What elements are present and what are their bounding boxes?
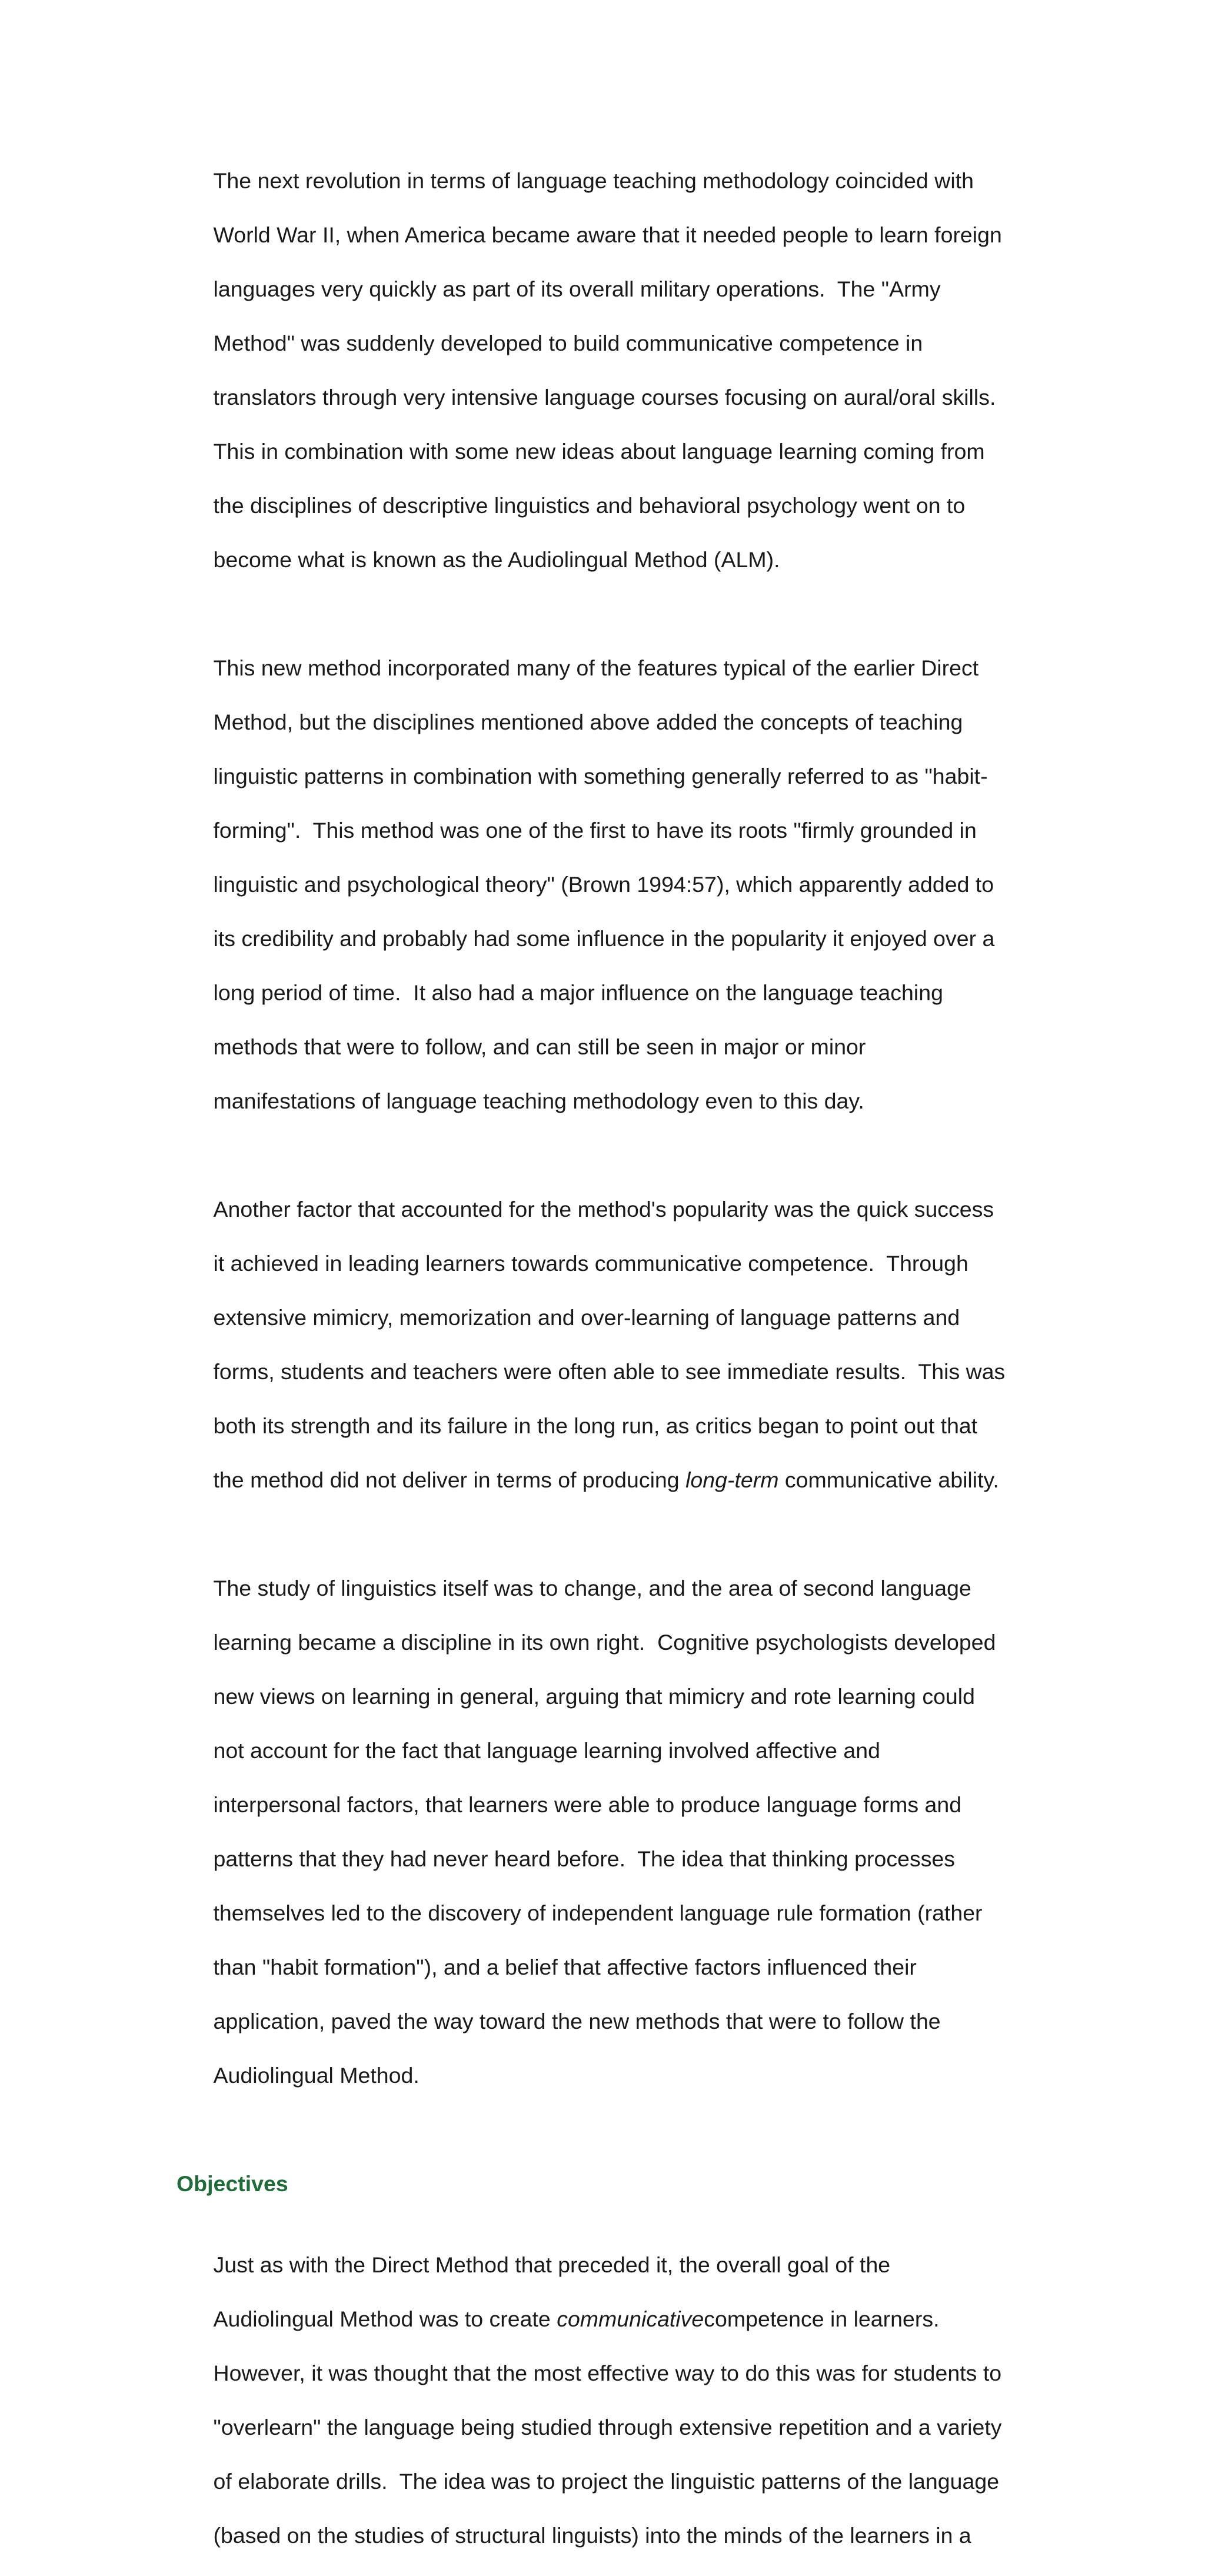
paragraph-objectives bbox=[177, 2224, 1028, 2576]
text-line: This in combination with some new ideas about language learning coming from bbox=[213, 439, 985, 464]
text-line: new views on learning in general, arguing that mimicry and rote learning could bbox=[213, 1684, 975, 1709]
text-line: Audiolingual Method. bbox=[213, 2063, 420, 2088]
text-line: long period of time. It also had a major influence on the language teaching bbox=[213, 980, 943, 1005]
paragraph-new-method bbox=[177, 627, 1028, 1141]
italic-emphasis: long-term bbox=[685, 1467, 779, 1492]
text-line: However, it was thought that the most effective way to do this was for students to bbox=[213, 2361, 1002, 2385]
text-line: "overlearn" the language being studied through extensive repetition and a variety bbox=[213, 2415, 1002, 2439]
italic-emphasis: communicative bbox=[557, 2307, 704, 2331]
text-line: Method" was suddenly developed to build communicative competence in bbox=[213, 331, 923, 355]
text-line: than "habit formation"), and a belief that affective factors influenced their bbox=[213, 1955, 917, 1979]
text-line: linguistic and psychological theory" (Brown 1994:57), which apparently added to bbox=[213, 872, 994, 897]
text-line: forms, students and teachers were often able to see immediate results. This was bbox=[213, 1359, 1006, 1384]
text-line: languages very quickly as part of its overall military operations. The "Army bbox=[213, 277, 941, 301]
text-line-part: communicative ability. bbox=[778, 1467, 999, 1492]
text-line: interpersonal factors, that learners were able to produce language forms and bbox=[213, 1792, 962, 1817]
section-heading-objectives: Objectives bbox=[177, 2171, 288, 2196]
paragraph-popularity bbox=[177, 1169, 1028, 1520]
text-line: methods that were to follow, and can still be seen in major or minor bbox=[213, 1034, 866, 1059]
text-line: both its strength and its failure in the long run, as critics began to point out that bbox=[213, 1413, 978, 1438]
text-line: not account for the fact that language learning involved affective and bbox=[213, 1738, 880, 1763]
text-line: Just as with the Direct Method that preceded it, the overall goal of the bbox=[213, 2252, 891, 2277]
text-line: The next revolution in terms of language teaching methodology coincided with bbox=[213, 168, 974, 193]
text-line: This new method incorporated many of the features typical of the earlier Direct bbox=[213, 655, 979, 680]
text-line: (based on the studies of structural linguists) into the minds of the learners in a bbox=[213, 2523, 971, 2548]
text-line-part: competence in learners. bbox=[704, 2307, 940, 2331]
text-line: of elaborate drills. The idea was to project the linguistic patterns of the language bbox=[213, 2469, 1000, 2494]
text-line: patterns that they had never heard before. The idea that thinking processes bbox=[213, 1846, 956, 1871]
text-line: learning became a discipline in its own right. Cognitive psychologists developed bbox=[213, 1630, 996, 1655]
text-line: forming". This method was one of the first to have its roots "firmly grounded in bbox=[213, 818, 977, 843]
text-line-part: Audiolingual Method was to create bbox=[213, 2307, 557, 2331]
document-body bbox=[177, 140, 1028, 2576]
text-line: the disciplines of descriptive linguistics and behavioral psychology went on to bbox=[213, 493, 966, 518]
text-line: become what is known as the Audiolingual Method (ALM). bbox=[213, 547, 780, 572]
text-line: linguistic patterns in combination with something generally referred to as "habit- bbox=[213, 764, 988, 788]
text-line: application, paved the way toward the new methods that were to follow the bbox=[213, 2009, 941, 2033]
text-line: manifestations of language teaching methodology even to this day. bbox=[213, 1089, 864, 1113]
text-line: extensive mimicry, memorization and over-learning of language patterns and bbox=[213, 1305, 960, 1330]
text-line: World War II, when America became aware that it needed people to learn foreign bbox=[213, 222, 1002, 247]
text-line: its credibility and probably had some influence in the popularity it enjoyed over a bbox=[213, 926, 995, 951]
text-line-part: the method did not deliver in terms of producing bbox=[213, 1467, 686, 1492]
paragraph-army-method bbox=[177, 140, 1028, 600]
text-line: it achieved in leading learners towards communicative competence. Through bbox=[213, 1251, 968, 1276]
text-line: The study of linguistics itself was to change, and the area of second language bbox=[213, 1576, 971, 1600]
text-line: Another factor that accounted for the method's popularity was the quick success bbox=[213, 1197, 994, 1222]
paragraph-linguistics-change bbox=[177, 1547, 1028, 2116]
text-line: Method, but the disciplines mentioned above added the concepts of teaching bbox=[213, 710, 963, 734]
text-line: themselves led to the discovery of independent language rule formation (rather bbox=[213, 1901, 983, 1925]
text-line: translators through very intensive language courses focusing on aural/oral skills. bbox=[213, 385, 996, 410]
